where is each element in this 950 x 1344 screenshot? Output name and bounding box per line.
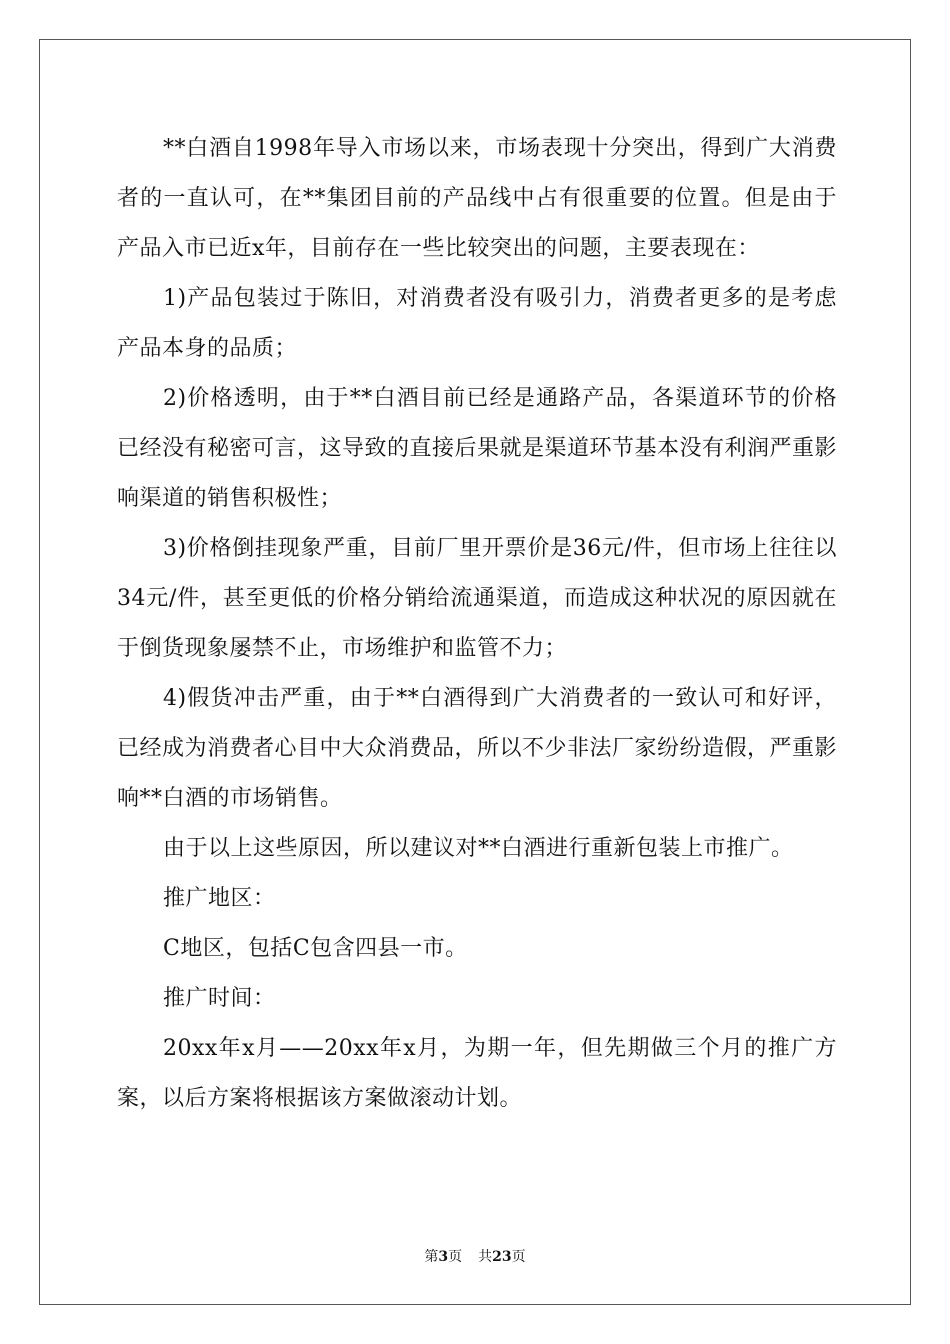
document-body <box>117 124 837 1124</box>
page-prefix: 第 <box>424 1249 439 1265</box>
paragraph-issue-4: 4)假货冲击严重，由于**白酒得到广大消费者的一致认可和好评，已经成为消费者心目中大众消费品，所以不少非法厂家纷纷造假，严重影响**白酒的市场销售。 <box>117 686 838 811</box>
total-prefix: 共 <box>478 1249 493 1265</box>
paragraph-issue-1: 1)产品包装过于陈旧，对消费者没有吸引力，消费者更多的是考虑产品本身的品质； <box>117 286 837 361</box>
page-current: 3 <box>438 1249 449 1265</box>
heading-time: 推广时间： <box>163 986 276 1011</box>
paragraph-issue-2: 2)价格透明，由于**白酒目前已经是通路产品，各渠道环节的价格已经没有秘密可言，这导致的直接后果就是渠道环节基本没有利润严重影响渠道的销售积极性； <box>117 386 838 511</box>
page-footer <box>0 1246 950 1266</box>
total-suffix: 页 <box>511 1249 526 1265</box>
paragraph-time: 20xx年x月——20xx年x月，为期一年，但先期做三个月的推广方案，以后方案将根据该方案做滚动计划。 <box>117 1036 837 1111</box>
paragraph-intro: **白酒自1998年导入市场以来，市场表现十分突出，得到广大消费者的一直认可，在**集团目前的产品线中占有很重要的位置。但是由于产品入市已近x年，目前存在一些比较突出的问题，主要表现在： <box>117 136 837 261</box>
page-suffix: 页 <box>448 1249 463 1265</box>
paragraph-conclusion: 由于以上这些原因，所以建议对**白酒进行重新包装上市推广。 <box>163 836 794 861</box>
heading-region: 推广地区： <box>163 886 276 911</box>
paragraph-issue-3: 3)价格倒挂现象严重，目前厂里开票价是36元/件，但市场上往往以34元/件，甚至更低的价格分销给流通渠道，而造成这种状况的原因就在于倒货现象屡禁不止，市场维护和监管不力； <box>117 536 837 661</box>
paragraph-region: C地区，包括C包含四县一市。 <box>163 936 468 961</box>
page-total: 23 <box>492 1249 512 1265</box>
